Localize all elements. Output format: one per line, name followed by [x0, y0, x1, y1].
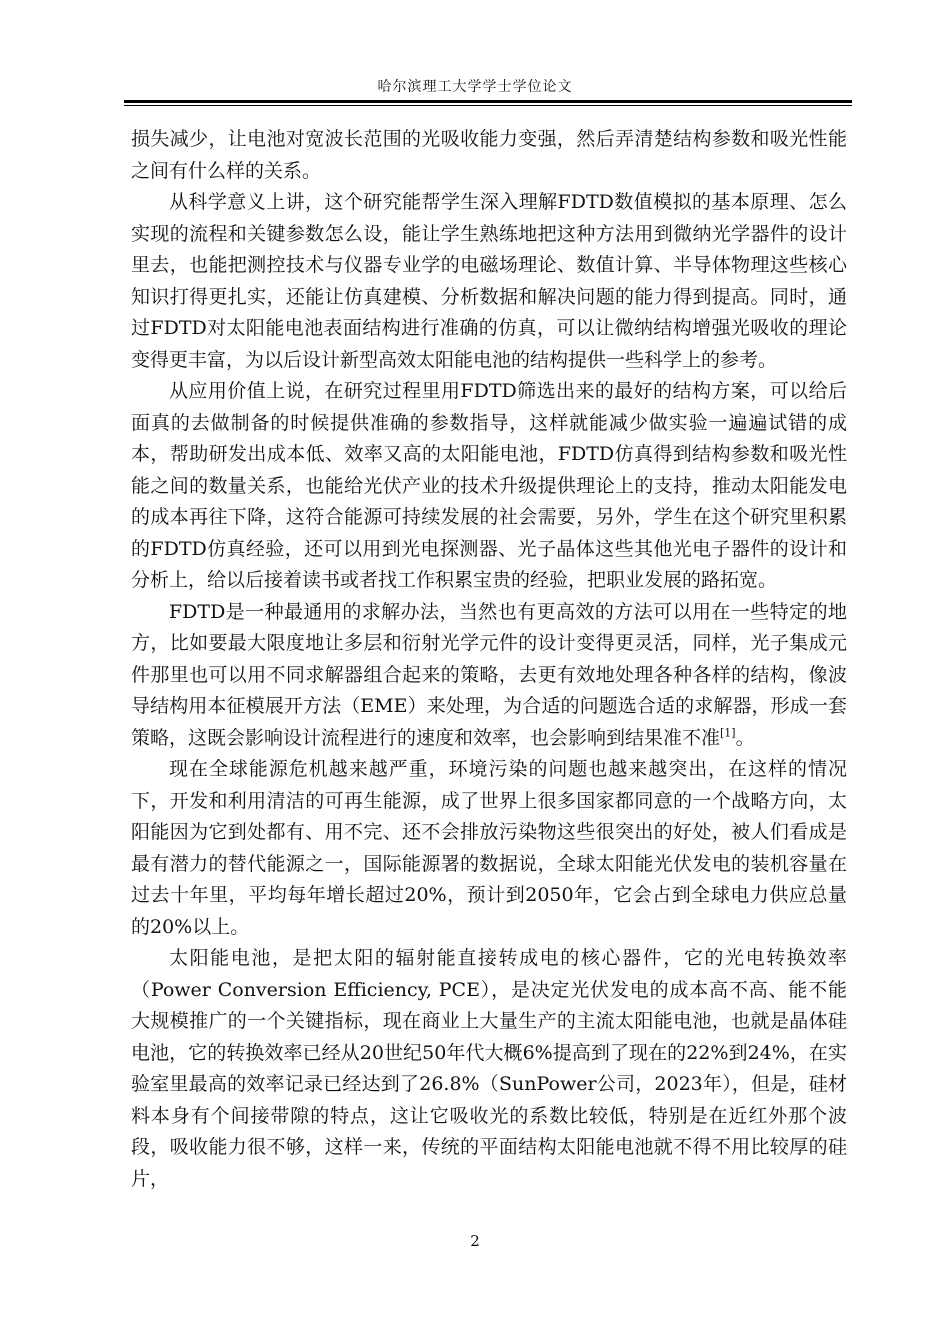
paragraph-energy-crisis: 现在全球能源危机越来越严重，环境污染的问题也越来越突出，在这样的情况下，开发和利用清洁的可再生能源，成了世界上很多国家都同意的一个战略方向，太阳能因为它到处都有、用不完、还不会排放污染物这些很突出的好处，被人们看成是最有潜力的替代能源之一，国际能源署的数据说，全球太阳能光伏发电的装机容量在过去十年里，平均每年增长超过20%，预计到2050年，它会占到全球电力供应总量的20%以上。: [131, 758, 847, 938]
header-rule-thin: [124, 105, 852, 106]
paragraph-tail: 。: [735, 726, 755, 749]
citation-reference[interactable]: [1]: [720, 726, 736, 740]
body-text: [131, 124, 847, 1195]
paragraph-fdtd-solvers: [131, 597, 847, 755]
paragraph-scientific-significance: 从科学意义上讲，这个研究能帮学生深入理解FDTD数值模拟的基本原理、怎么实现的流程和关键参数怎么设，能让学生熟练地把这种方法用到微纳光学器件的设计里去，也能把测控技术与仪器专业学的电磁场理论、数值计算、半导体物理这些核心知识打得更扎实，还能让仿真建模、分析数据和解决问题的能力得到提高。同时，通过FDTD对太阳能电池表面结构进行准确的仿真，可以让微纳结构增强光吸收的理论变得更丰富，为以后设计新型高效太阳能电池的结构提供一些科学上的参考。: [131, 191, 847, 371]
page-number: 2: [470, 1232, 480, 1250]
paragraph-text: FDTD是一种最通用的求解办法，当然也有更高效的方法可以用在一些特定的地方，比如要最大限度地让多层和衍射光学元件的设计变得更灵活，同样，光子集成元件那里也可以用不同求解器组合起来的策略，去更有效地处理各种各样的结构，像波导结构用本征模展开方法（EME）来处理，为合适的问题选合适的求解器，形成一套策略，这既会影响设计流程进行的速度和效率，也会影响到结果准不准: [131, 600, 847, 749]
header-rule: [124, 100, 852, 103]
page-header: 哈尔滨理工大学学士学位论文: [377, 79, 573, 95]
paragraph-solar-cell-efficiency: 太阳能电池，是把太阳的辐射能直接转成电的核心器件，它的光电转换效率（Power Conversion Efficiency, PCE），是决定光伏发电的成本高不高、能不能大规模推广的一个关键指标，现在商业上大量生产的主流太阳能电池，也就是晶体硅电池，它的转换效率已经从20世纪50年代大概6%提高到了现在的22%到24%，在实验室里最高的效率记录已经达到了26.8%（SunPower公司，2023年），但是，硅材料本身有个间接带隙的特点，这让它吸收光的系数比较低，特别是在近红外那个波段，吸收能力很不够，这样一来，传统的平面结构太阳能电池就不得不用比较厚的硅片，: [131, 947, 847, 1190]
paragraph-continuation: 损失减少，让电池对宽波长范围的光吸收能力变强，然后弄清楚结构参数和吸光性能之间有什么样的关系。: [131, 128, 847, 182]
paragraph-application-value: 从应用价值上说，在研究过程里用FDTD筛选出来的最好的结构方案，可以给后面真的去做制备的时候提供准确的参数指导，这样就能减少做实验一遍遍试错的成本，帮助研发出成本低、效率又高的太阳能电池，FDTD仿真得到结构参数和吸光性能之间的数量关系，也能给光伏产业的技术升级提供理论上的支持，推动太阳能发电的成本再往下降，这符合能源可持续发展的社会需要，另外，学生在这个研究里积累的FDTD仿真经验，还可以用到光电探测器、光子晶体这些其他光电子器件的设计和分析上，给以后接着读书或者找工作积累宝贵的经验，把职业发展的路拓宽。: [131, 380, 847, 591]
